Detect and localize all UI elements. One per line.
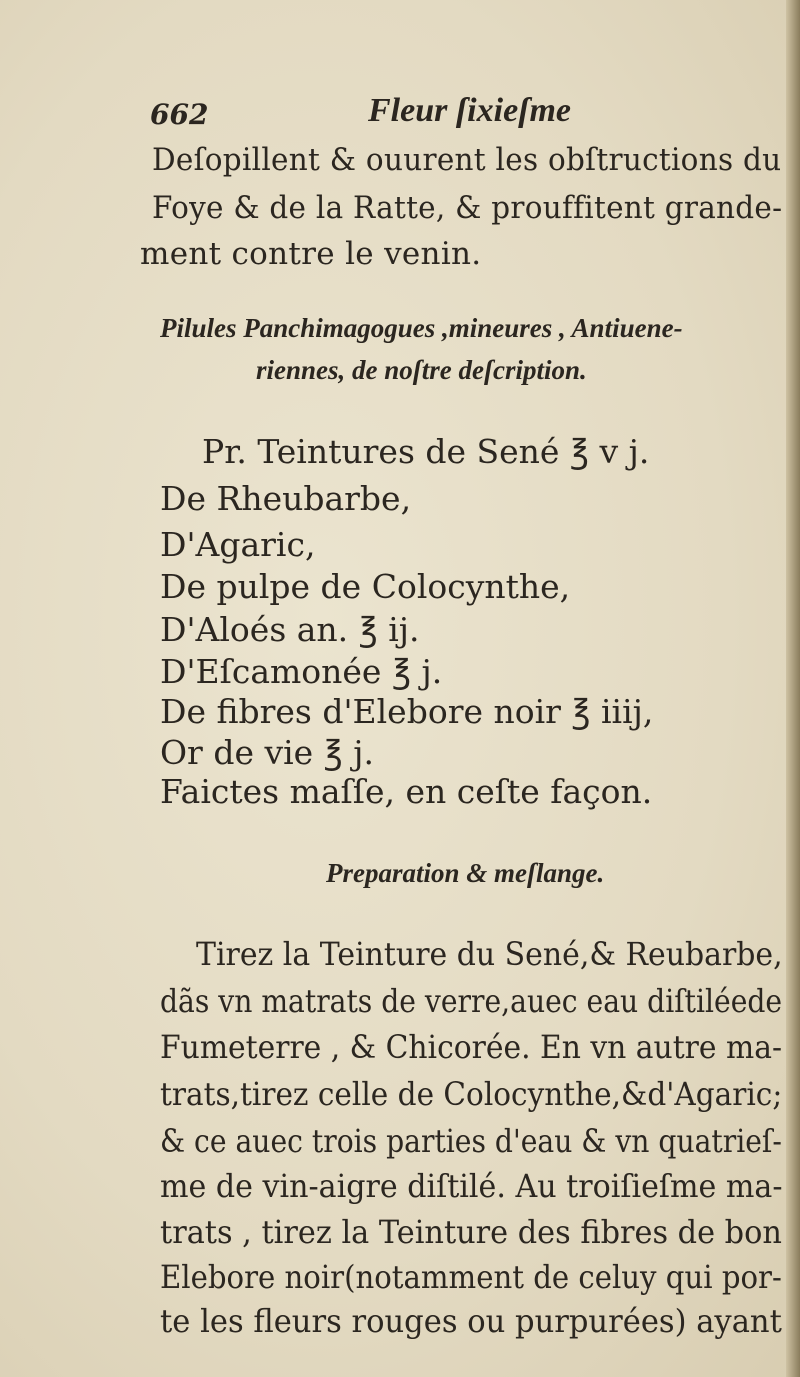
preparation-line: trats,tirez celle de Colocynthe,&d'Agaric; bbox=[160, 1075, 783, 1113]
running-title: Fleur ſixieſme bbox=[368, 92, 572, 129]
preparation-line: te les fleurs rouges ou purpurées) ayant bbox=[160, 1302, 782, 1340]
preparation-line: dãs vn matrats de verre,auec eau diſtiléede bbox=[160, 982, 783, 1020]
preparation-line: me de vin-aigre diſtilé. Au troiſieſme ma- bbox=[160, 1167, 783, 1205]
ingredient-line: D'Aloés an. ℥ ij. bbox=[160, 610, 420, 649]
preparation-heading: Preparation & meſlange. bbox=[326, 858, 605, 888]
ingredient-line: Or de vie ℥ j. bbox=[160, 733, 374, 772]
recipe-title-line: riennes, de noſtre deſcription. bbox=[256, 355, 587, 385]
ingredient-line: D'Eſcamonée ℥ j. bbox=[160, 652, 443, 691]
recipe-title-line: Pilules Panchimagogues ,mineures , Antiuene- bbox=[160, 313, 683, 343]
preparation-line: trats , tirez la Teinture des fibres de bon bbox=[160, 1213, 782, 1251]
preparation-line: Elebore noir(notamment de celuy qui por- bbox=[160, 1258, 782, 1296]
ingredient-line: Pr. Teintures de Sené ℥ v j. bbox=[202, 432, 650, 471]
intro-line: Deſopillent & ouurent les obſtructions du bbox=[152, 142, 782, 178]
ingredient-line: De fibres d'Elebore noir ℥ iiij, bbox=[160, 692, 654, 731]
ingredient-line: De Rheubarbe, bbox=[160, 479, 412, 518]
page-edge bbox=[786, 0, 800, 1377]
intro-line: Foye & de la Ratte, & prouffitent grande- bbox=[152, 190, 783, 226]
preparation-line: Fumeterre , & Chicorée. En vn autre ma- bbox=[160, 1028, 782, 1066]
page-number: 662 bbox=[150, 98, 209, 131]
preparation-line: & ce auec trois parties d'eau & vn quatrieſ- bbox=[160, 1122, 782, 1160]
preparation-line: Tirez la Teinture du Sené,& Reubarbe, bbox=[196, 935, 783, 973]
intro-line: ment contre le venin. bbox=[140, 236, 482, 272]
ingredient-line: De pulpe de Colocynthe, bbox=[160, 567, 571, 606]
ingredient-line: D'Agaric, bbox=[160, 525, 316, 564]
ingredient-line: Faictes maſſe, en ceſte façon. bbox=[160, 772, 653, 811]
